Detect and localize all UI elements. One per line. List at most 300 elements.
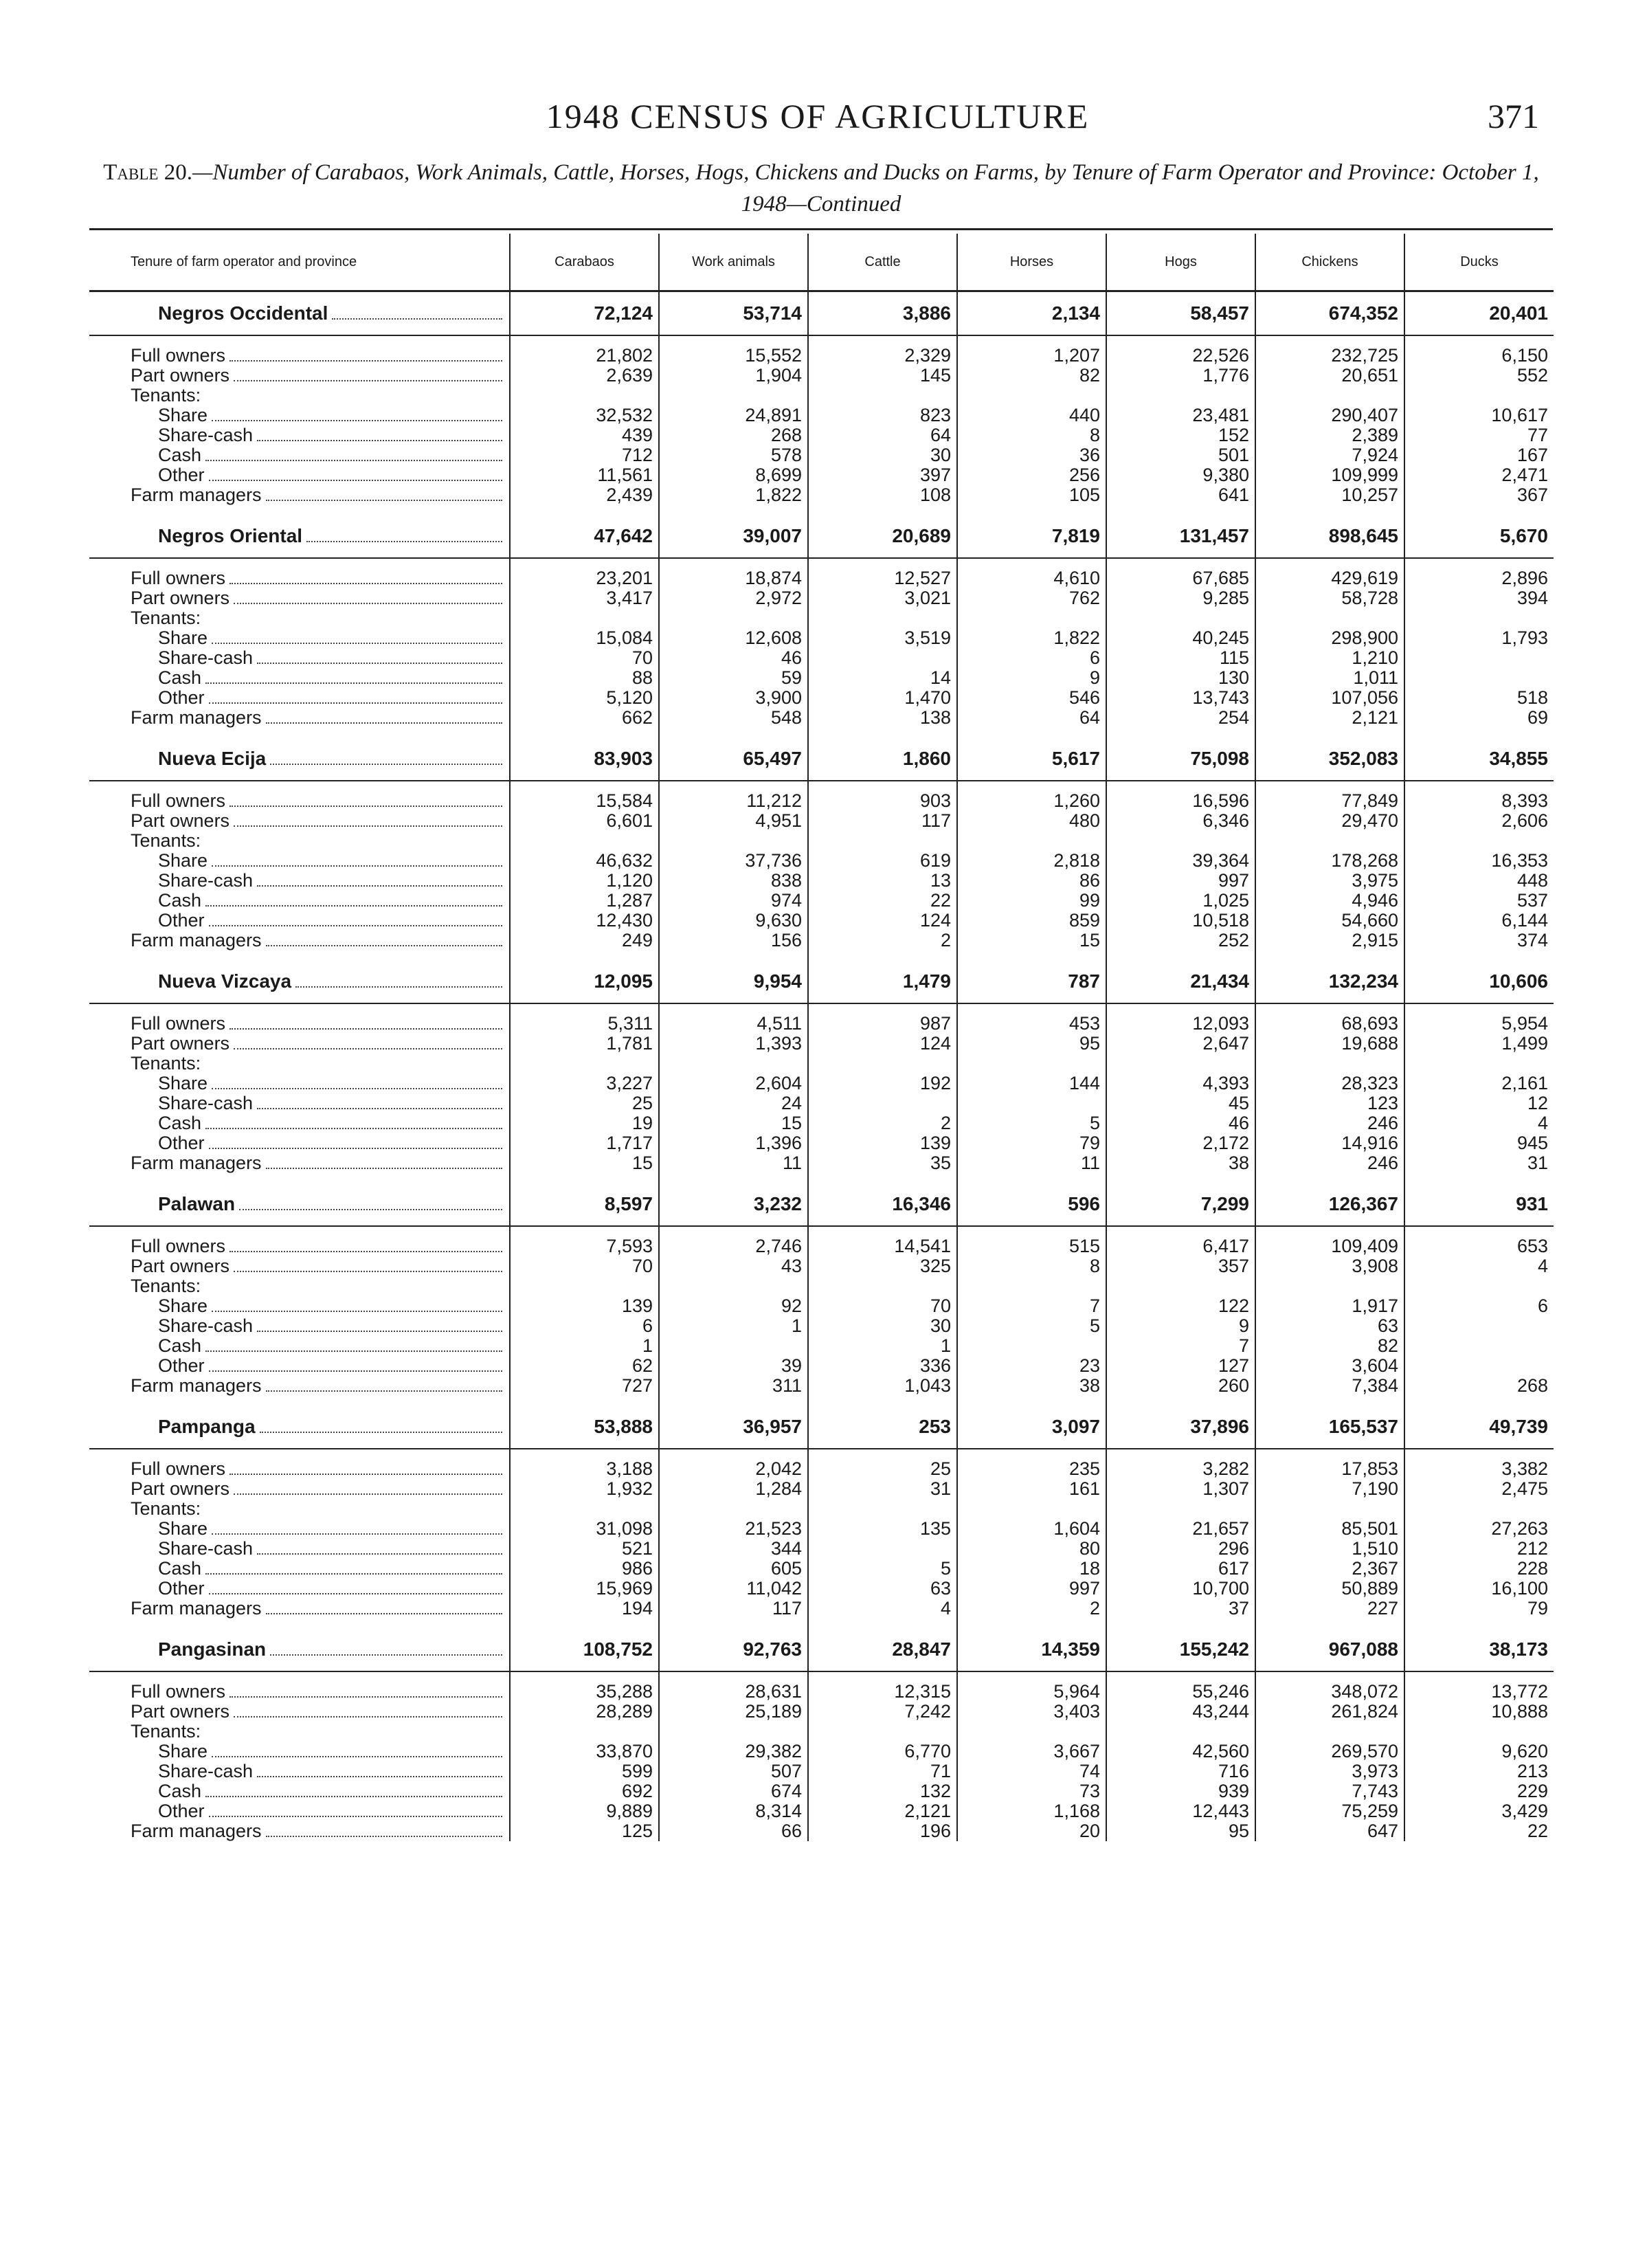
tenure-label [89,1459,510,1479]
row-label: Share [158,628,208,648]
tenure-label [89,668,510,688]
spacer-cell [957,1396,1106,1405]
table-cell [1255,608,1404,628]
table-cell: 2,471 [1404,465,1554,485]
table-cell: 37,736 [659,851,808,871]
spacer-cell [808,335,957,346]
row-label: Full owners [131,346,226,366]
province-total-row [89,960,1554,1003]
table-cell: 501 [1106,445,1255,465]
tenure-label [89,425,510,445]
table-cell: 13 [808,871,957,891]
table-cell: 253 [808,1405,957,1449]
table-cell: 19 [510,1113,659,1133]
spacer-cell [89,1671,510,1682]
table-cell: 3,021 [808,588,957,608]
table-body [89,291,1554,1842]
spacer-cell [89,728,510,737]
table-cell: 9,954 [659,960,808,1003]
table-row [89,1599,1554,1619]
row-label: Part owners [131,1034,230,1054]
table-cell: 374 [1404,931,1554,950]
tenure-label [89,1113,510,1133]
table-cell: 397 [808,465,957,485]
table-cell: 521 [510,1539,659,1559]
table-cell: 232,725 [1255,346,1404,366]
table-row [89,1256,1554,1276]
table-cell: 6,144 [1404,911,1554,931]
table-row [89,1014,1554,1034]
table-cell [659,1276,808,1296]
table-cell: 23,481 [1106,405,1255,425]
row-label: Tenants: [131,1722,201,1742]
row-label: Part owners [131,588,230,608]
table-cell: 36 [957,445,1106,465]
table-cell: 10,257 [1255,485,1404,505]
spacer-cell [1106,1003,1255,1014]
row-label: Cash [158,1113,202,1133]
table-cell: 3,429 [1404,1801,1554,1821]
table-cell [1404,608,1554,628]
table-cell: 35,288 [510,1682,659,1702]
table-row [89,1479,1554,1499]
table-cell [659,1722,808,1742]
spacer-cell [1255,1619,1404,1628]
table-cell: 290,407 [1255,405,1404,425]
province-name [89,291,510,336]
table-cell [957,1054,1106,1074]
spacer-cell [957,335,1106,346]
table-cell: 674 [659,1781,808,1801]
spacer-cell [659,1396,808,1405]
spacer-cell [89,1449,510,1459]
table-cell: 4,951 [659,811,808,831]
spacer-cell [808,1003,957,1014]
table-row [89,568,1554,588]
leader-dots [270,750,502,765]
table-cell: 2,389 [1255,425,1404,445]
spacer-cell [957,1619,1106,1628]
spacer-cell [957,505,1106,515]
spacer-cell [1404,728,1554,737]
spacer-cell [1404,558,1554,568]
table-row [89,931,1554,950]
spacer-row [89,1003,1554,1014]
table-cell: 727 [510,1376,659,1396]
table-cell: 578 [659,445,808,465]
spacer-cell [808,1449,957,1459]
table-cell [808,648,957,668]
table-row [89,1781,1554,1801]
page-header [89,82,1546,144]
top-rule [89,228,1553,230]
table-cell [1106,386,1255,405]
row-label: Share-cash [158,648,254,668]
row-label: Full owners [131,1014,226,1034]
spacer-cell [510,1003,659,1014]
table-row [89,346,1554,366]
tenure-label [89,1722,510,1742]
table-cell: 859 [957,911,1106,931]
table-cell: 1,207 [957,346,1106,366]
table-cell [1404,831,1554,851]
table-cell: 46,632 [510,851,659,871]
table-cell: 2,604 [659,1074,808,1093]
table-cell: 2,042 [659,1459,808,1479]
table-row [89,425,1554,445]
leader-dots [332,304,502,320]
spacer-cell [89,1173,510,1183]
table-cell: 17,853 [1255,1459,1404,1479]
table-cell: 155,242 [1106,1628,1255,1671]
table-cell: 2,896 [1404,568,1554,588]
leader-dots [212,629,502,644]
spacer-cell [1106,558,1255,568]
table-cell: 2 [957,1599,1106,1619]
spacer-row [89,781,1554,791]
table-cell [659,1499,808,1519]
table-cell: 448 [1404,871,1554,891]
table-cell [808,1499,957,1519]
table-cell: 21,802 [510,346,659,366]
table-cell: 2,439 [510,485,659,505]
row-label: Part owners [131,1479,230,1499]
spacer-cell [1255,1003,1404,1014]
leader-dots [234,812,502,827]
table-cell: 1,860 [808,737,957,781]
spacer-cell [1255,1449,1404,1459]
table-cell: 4 [808,1599,957,1619]
table-row [89,588,1554,608]
table-cell [510,1722,659,1742]
spacer-cell [1404,1173,1554,1183]
table-cell: 8 [957,1256,1106,1276]
table-cell: 3,908 [1255,1256,1404,1276]
province-total-row [89,291,1554,336]
spacer-cell [510,1449,659,1459]
table-cell: 58,457 [1106,291,1255,336]
table-cell [957,608,1106,628]
page-number: 371 [1488,97,1539,135]
table-row [89,608,1554,628]
spacer-cell [1106,1449,1255,1459]
table-cell: 311 [659,1376,808,1396]
leader-dots [257,1762,502,1777]
table-cell: 145 [808,366,957,386]
table-cell: 429,619 [1255,568,1404,588]
table-cell: 997 [1106,871,1255,891]
row-label: Cash [158,1559,202,1579]
leader-dots [209,1134,502,1149]
table-cell: 2,972 [659,588,808,608]
row-label: Share [158,1296,208,1316]
table-cell: 21,657 [1106,1519,1255,1539]
tenure-label [89,911,510,931]
table-cell: 1,470 [808,688,957,708]
table-cell: 192 [808,1074,957,1093]
spacer-cell [1106,505,1255,515]
table-cell: 261,824 [1255,1702,1404,1722]
table-cell: 12,608 [659,628,808,648]
table-cell: 2 [808,931,957,950]
spacer-cell [510,1173,659,1183]
spacer-cell [1106,781,1255,791]
table-cell: 7,743 [1255,1781,1404,1801]
table-cell: 1,260 [957,791,1106,811]
spacer-cell [957,781,1106,791]
column-header-ducks: Ducks [1404,234,1554,291]
spacer-cell [510,1396,659,1405]
row-label: Full owners [131,568,226,588]
table-cell: 7,190 [1255,1479,1404,1499]
table-row [89,1316,1554,1336]
table-cell: 5,670 [1404,515,1554,558]
spacer-cell [89,335,510,346]
table-cell: 105 [957,485,1106,505]
spacer-cell [808,1619,957,1628]
table-row [89,1296,1554,1316]
table-cell: 83,903 [510,737,659,781]
table-cell: 6,601 [510,811,659,831]
leader-dots [229,1237,502,1252]
table-cell: 898,645 [1255,515,1404,558]
spacer-cell [1255,335,1404,346]
spacer-cell [1255,558,1404,568]
column-header-hogs: Hogs [1106,234,1255,291]
table-cell: 42,560 [1106,1742,1255,1761]
row-label: Full owners [131,791,226,811]
table-row [89,1459,1554,1479]
table-cell: 88 [510,668,659,688]
table-cell: 548 [659,708,808,728]
tenure-label [89,891,510,911]
table-cell [957,831,1106,851]
table-cell: 3,604 [1255,1356,1404,1376]
table-cell: 246 [1255,1113,1404,1133]
table-cell: 394 [1404,588,1554,608]
table-row [89,1559,1554,1579]
table-cell: 3,232 [659,1183,808,1226]
table-cell: 9,380 [1106,465,1255,485]
row-label: Share [158,1074,208,1093]
table-cell: 1,393 [659,1034,808,1054]
leader-dots [209,1579,502,1594]
row-label: Farm managers [131,1599,262,1619]
leader-dots [229,1014,502,1030]
table-cell: 653 [1404,1236,1554,1256]
leader-dots [212,1742,502,1757]
table-cell: 1 [659,1316,808,1336]
leader-dots [239,1195,502,1210]
tenure-label [89,1702,510,1722]
province-total-row [89,1405,1554,1449]
table-cell: 22,526 [1106,346,1255,366]
leader-dots [212,1074,502,1089]
table-cell: 21,434 [1106,960,1255,1003]
tenure-label [89,851,510,871]
table-cell: 692 [510,1781,659,1801]
tenure-label [89,1153,510,1173]
table-cell: 10,518 [1106,911,1255,931]
table-cell: 123 [1255,1093,1404,1113]
leader-dots [229,1460,502,1475]
tenure-label [89,1093,510,1113]
spacer-cell [957,1671,1106,1682]
row-label: Other [158,465,205,485]
leader-dots [257,1317,502,1332]
table-row [89,668,1554,688]
table-cell: 515 [957,1236,1106,1256]
table-cell: 2,475 [1404,1479,1554,1499]
table-cell: 10,617 [1404,405,1554,425]
leader-dots [257,1539,502,1555]
table-cell: 124 [808,1034,957,1054]
table-cell: 21,523 [659,1519,808,1539]
table-cell: 7,384 [1255,1376,1404,1396]
table-cell: 99 [957,891,1106,911]
table-row [89,1133,1554,1153]
table-cell: 28,847 [808,1628,957,1671]
table-cell: 69 [1404,708,1554,728]
table-cell: 30 [808,1316,957,1336]
table-cell: 10,888 [1404,1702,1554,1722]
table-cell: 2,121 [808,1801,957,1821]
spacer-row [89,1226,1554,1236]
leader-dots [209,689,502,704]
table-cell: 127 [1106,1356,1255,1376]
table-cell: 12,095 [510,960,659,1003]
table-cell: 712 [510,445,659,465]
table-cell: 1,210 [1255,648,1404,668]
table-cell [659,1336,808,1356]
leader-dots [266,1377,502,1392]
table-cell: 64 [808,425,957,445]
table-cell: 605 [659,1559,808,1579]
table-cell: 10,606 [1404,960,1554,1003]
table-row [89,1093,1554,1113]
table-cell: 11 [957,1153,1106,1173]
row-label: Cash [158,668,202,688]
tenure-label [89,648,510,668]
spacer-cell [808,781,957,791]
table-row [89,1054,1554,1074]
tenure-label [89,1479,510,1499]
table-cell: 15,552 [659,346,808,366]
table-cell: 117 [659,1599,808,1619]
spacer-cell [808,728,957,737]
table-cell: 14,359 [957,1628,1106,1671]
table-cell: 63 [1255,1316,1404,1336]
spacer-cell [1404,781,1554,791]
spacer-cell [89,1003,510,1014]
table-cell: 344 [659,1539,808,1559]
spacer-cell [1106,950,1255,960]
table-cell: 53,888 [510,1405,659,1449]
table-cell: 15,084 [510,628,659,648]
running-title: 1948 CENSUS OF AGRICULTURE [546,97,1090,135]
table-cell: 507 [659,1761,808,1781]
table-cell: 82 [957,366,1106,386]
table-cell: 537 [1404,891,1554,911]
row-label: Farm managers [131,1376,262,1396]
table-cell: 8,597 [510,1183,659,1226]
spacer-cell [1255,505,1404,515]
table-cell: 11 [659,1153,808,1173]
table-cell: 15 [659,1113,808,1133]
row-label: Share-cash [158,1539,254,1559]
table-cell: 32,532 [510,405,659,425]
table-cell [1404,1336,1554,1356]
table-cell [808,1276,957,1296]
row-label: Tenants: [131,608,201,628]
spacer-cell [510,1671,659,1682]
table-cell: 38 [1106,1153,1255,1173]
table-cell: 762 [957,588,1106,608]
table-cell: 296 [1106,1539,1255,1559]
table-cell: 16,353 [1404,851,1554,871]
tenure-label [89,568,510,588]
table-cell: 95 [1106,1821,1255,1841]
tenure-label [89,485,510,505]
leader-dots [270,1641,502,1656]
table-cell: 20,689 [808,515,957,558]
table-cell: 997 [957,1579,1106,1599]
table-cell: 9,630 [659,911,808,931]
table-cell: 599 [510,1761,659,1781]
tenure-label [89,1781,510,1801]
table-cell: 10,700 [1106,1579,1255,1599]
table-row [89,1702,1554,1722]
table-row [89,688,1554,708]
tenure-label [89,688,510,708]
spacer-cell [659,335,808,346]
table-row [89,891,1554,911]
table-cell: 6,770 [808,1742,957,1761]
row-label: Other [158,1801,205,1821]
table-cell: 352,083 [1255,737,1404,781]
table-cell: 11,212 [659,791,808,811]
table-cell: 11,042 [659,1579,808,1599]
table-cell: 1 [510,1336,659,1356]
spacer-cell [1106,1671,1255,1682]
table-cell [510,1276,659,1296]
table-cell: 194 [510,1599,659,1619]
table-cell: 70 [510,648,659,668]
table-cell [1404,1722,1554,1742]
spacer-cell [1106,1396,1255,1405]
table-cell: 65,497 [659,737,808,781]
leader-dots [229,346,502,362]
table-cell [1404,386,1554,405]
table-cell: 4,946 [1255,891,1404,911]
table-cell: 82 [1255,1336,1404,1356]
table-row [89,1236,1554,1256]
table-cell: 130 [1106,668,1255,688]
province-total-row [89,515,1554,558]
row-label: Tenants: [131,1499,201,1519]
table-cell: 348,072 [1255,1682,1404,1702]
table-cell [1404,1316,1554,1336]
table-cell: 35 [808,1153,957,1173]
table-cell [1255,1054,1404,1074]
table-row [89,648,1554,668]
leader-dots [266,486,502,501]
row-label: Farm managers [131,931,262,950]
spacer-cell [510,950,659,960]
table-cell: 79 [957,1133,1106,1153]
table-row [89,1376,1554,1396]
table-cell [1404,1054,1554,1074]
